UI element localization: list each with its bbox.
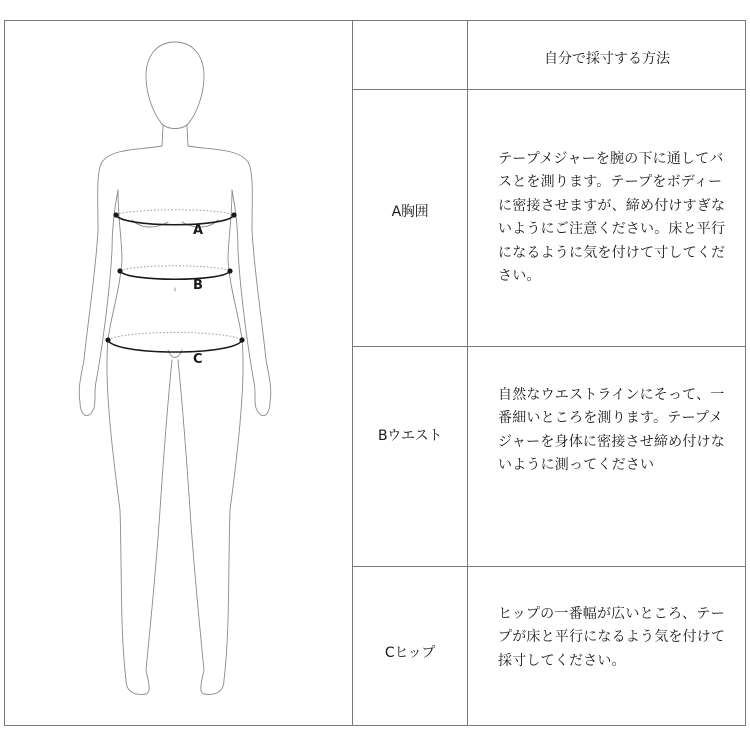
row-text-waist: 自然なウエストラインにそって、一番細いところを測ります。テープメジャーを身体に密接させ締め付けないように測ってください: [498, 387, 725, 474]
table-header: 自分で採寸する方法: [544, 51, 670, 67]
row-label-waist: Bウエスト: [377, 428, 443, 444]
row-text-hip: ヒップの一番幅が広いところ、テープが床と平行になるよう気を付けて採寸してください。: [498, 606, 726, 669]
marker-a: A: [193, 223, 204, 238]
marker-c: C: [193, 352, 203, 367]
marker-b: B: [193, 278, 203, 293]
row-divider-a: [352, 346, 746, 347]
body-figure-illustration: [60, 30, 290, 710]
column-divider-label: [467, 20, 468, 726]
row-divider-b: [352, 566, 746, 567]
row-text-bust: テープメジャーを腕の下に通してバスとを測ります。テープをボディーに密接させますが、締め付けすぎないようにご注意ください。床と平行になるように気を付けて寸してください。: [498, 151, 726, 285]
body-outline: [60, 30, 290, 710]
column-divider-figure: [352, 20, 353, 726]
row-label-bust: A胸囲: [391, 204, 429, 220]
row-divider-header: [352, 89, 746, 90]
row-label-hip: Cヒップ: [384, 645, 436, 661]
